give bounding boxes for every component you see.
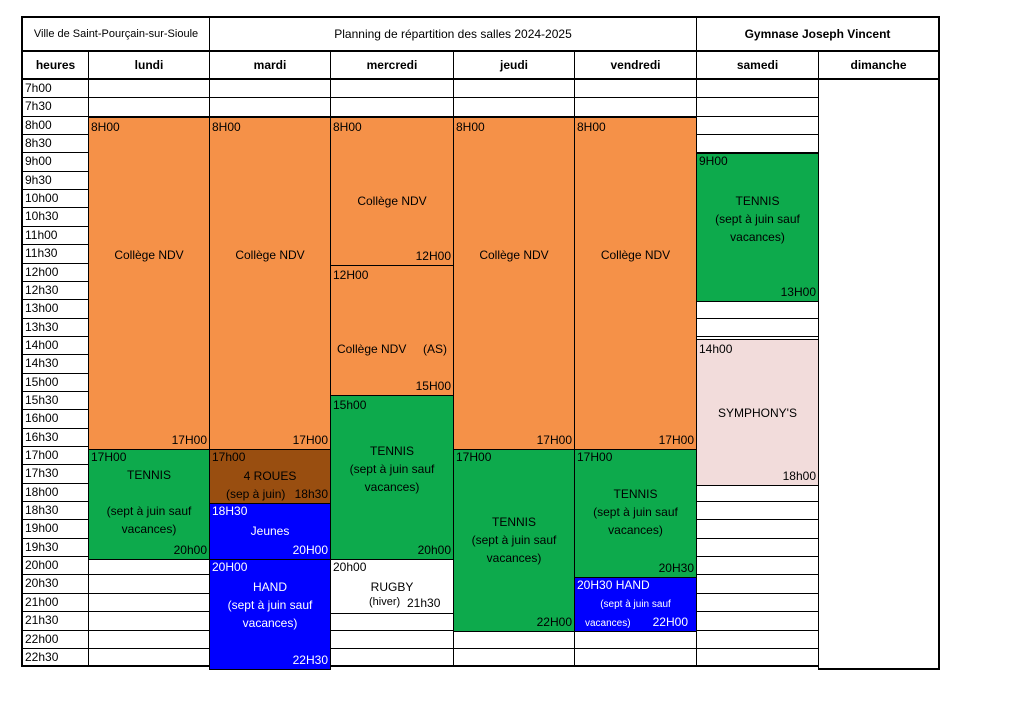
block-start: 14h00: [699, 342, 733, 356]
time-slot-cell[interactable]: [330, 79, 454, 98]
block-jeudi-tennis[interactable]: [453, 449, 575, 632]
town-name: Ville de Saint-Pourçain-sur-Sioule: [21, 16, 210, 52]
block-label: TENNIS: [126, 468, 171, 482]
block-start: 8H00: [456, 120, 485, 134]
time-slot-cell[interactable]: [696, 556, 819, 575]
hour-label: 14h00: [21, 336, 89, 355]
hour-label: 11h00: [21, 226, 89, 245]
block-end: 20h00: [417, 543, 451, 557]
block-start: 12H00: [333, 268, 369, 282]
block-mercredi-rugby[interactable]: [330, 559, 454, 614]
block-label: Collège NDV (AS): [336, 342, 448, 356]
block-start: 17H00: [577, 450, 613, 464]
venue-name: Gymnase Joseph Vincent: [696, 16, 940, 52]
hour-label: 13h30: [21, 318, 89, 337]
hour-label: 15h30: [21, 391, 89, 410]
hour-label: 20h00: [21, 556, 89, 575]
block-mardi-college-ndv[interactable]: [209, 117, 331, 450]
block-mardi-4-roues[interactable]: [209, 449, 331, 504]
time-slot-cell[interactable]: [209, 97, 331, 117]
block-end: 17H00: [292, 433, 328, 447]
time-slot-cell[interactable]: [696, 630, 819, 649]
block-start: 8H00: [333, 120, 362, 134]
hour-label: 10h30: [21, 207, 89, 227]
time-slot-cell[interactable]: [88, 574, 210, 594]
hour-label: 12h30: [21, 281, 89, 300]
block-mardi-hand[interactable]: [209, 559, 331, 670]
column-header-hours: heures: [21, 51, 89, 80]
block-mercredi-college-ndv-as[interactable]: [330, 265, 454, 396]
hour-label: 13h00: [21, 299, 89, 319]
block-start: 15h00: [333, 398, 367, 412]
time-slot-cell[interactable]: [88, 79, 210, 98]
time-slot-cell[interactable]: [88, 648, 210, 667]
time-slot-cell[interactable]: [696, 538, 819, 557]
hour-label: 10h00: [21, 189, 89, 208]
block-detail: vacances): [121, 522, 177, 536]
block-lundi-college-ndv[interactable]: [88, 117, 210, 450]
block-start: 20H00: [212, 560, 248, 574]
block-detail: vacances): [364, 480, 420, 494]
block-samedi-symphonys[interactable]: [696, 339, 819, 486]
time-slot-cell[interactable]: [696, 134, 819, 153]
block-start: 17H00: [91, 450, 127, 464]
time-slot-cell[interactable]: [88, 593, 210, 612]
block-end: 22H30: [292, 653, 328, 667]
column-header-lundi: lundi: [88, 51, 210, 80]
hour-label: 17h30: [21, 464, 89, 484]
block-detail: (sept à juin sauf: [227, 598, 313, 612]
block-end: 17H00: [171, 433, 207, 447]
column-header-samedi: samedi: [696, 51, 819, 80]
block-start: 9H00: [699, 154, 728, 168]
block-detail: vacances): [730, 230, 785, 244]
block-detail: (sept à juin sauf: [106, 504, 192, 518]
hour-label: 22h00: [21, 630, 89, 649]
block-end: 15H00: [415, 379, 451, 393]
time-slot-cell[interactable]: [696, 519, 819, 539]
block-detail: vacances): [486, 551, 542, 565]
block-detail: (sep à juin): [226, 487, 286, 501]
block-start: 18H30: [212, 504, 248, 518]
hour-label: 8h30: [21, 134, 89, 153]
column-header-dimanche: dimanche: [818, 51, 940, 80]
block-start: 20h00: [333, 560, 367, 574]
block-end: 17H00: [658, 433, 694, 447]
block-detail: (sept à juin sauf: [349, 462, 435, 476]
block-start: 8H00: [212, 120, 241, 134]
time-slot-cell[interactable]: [453, 97, 575, 117]
hour-label: 17h00: [21, 446, 89, 465]
time-slot-cell[interactable]: [574, 648, 697, 667]
block-detail: (sept à juin sauf: [471, 533, 557, 547]
block-end: 12H00: [415, 249, 451, 263]
hour-label: 19h00: [21, 519, 89, 539]
block-label: TENNIS: [613, 487, 658, 501]
time-slot-cell[interactable]: [453, 79, 575, 98]
time-slot-cell[interactable]: [696, 648, 819, 667]
hour-label: 16h30: [21, 428, 89, 447]
hour-label: 7h30: [21, 97, 89, 117]
time-slot-cell[interactable]: [574, 79, 697, 98]
column-header-mardi: mardi: [209, 51, 331, 80]
block-label: 4 ROUES: [243, 469, 297, 483]
hour-label: 8h00: [21, 116, 89, 135]
time-slot-cell[interactable]: [330, 97, 454, 117]
block-start: 20H30 HAND: [577, 578, 650, 592]
hour-label: 18h00: [21, 483, 89, 502]
block-start: 17h00: [212, 450, 246, 464]
time-slot-cell[interactable]: [696, 501, 819, 520]
hour-label: 15h00: [21, 373, 89, 392]
hour-label: 9h00: [21, 152, 89, 172]
block-detail: (hiver): [369, 596, 401, 608]
block-label: TENNIS: [369, 444, 414, 458]
block-lundi-tennis[interactable]: [88, 449, 210, 560]
block-start: 17H00: [456, 450, 492, 464]
block-label: SYMPHONY'S: [718, 406, 797, 420]
block-detail: (sept à juin sauf: [593, 505, 678, 519]
time-slot-cell[interactable]: [696, 79, 819, 98]
block-samedi-tennis[interactable]: [696, 153, 819, 302]
block-jeudi-college-ndv[interactable]: [453, 117, 575, 450]
block-end: 20H30: [658, 561, 694, 575]
block-end: 20h00: [173, 543, 207, 557]
column-header-vendredi: vendredi: [574, 51, 697, 80]
time-slot-cell[interactable]: [696, 593, 819, 612]
block-mercredi-college-ndv-morning[interactable]: [330, 117, 454, 266]
block-label: Collège NDV: [114, 248, 184, 262]
block-detail: vacances): [242, 616, 298, 630]
block-start: 8H00: [91, 120, 120, 134]
column-header-jeudi: jeudi: [453, 51, 575, 80]
time-slot-cell[interactable]: [696, 97, 819, 117]
time-slot-cell[interactable]: [453, 648, 575, 667]
block-detail: (sept à juin sauf: [715, 212, 800, 226]
time-slot-cell[interactable]: [574, 97, 697, 117]
page-title: Planning de répartition des salles 2024-2025: [209, 16, 697, 52]
hour-label: 11h30: [21, 244, 89, 264]
block-label: Collège NDV: [479, 248, 549, 262]
block-detail: vacances): [585, 618, 631, 629]
time-slot-cell[interactable]: [696, 116, 819, 135]
hour-label: 22h30: [21, 648, 89, 667]
hour-label: 9h30: [21, 171, 89, 190]
block-end: 21h30: [407, 596, 441, 610]
hour-label: 20h30: [21, 574, 89, 594]
block-end: 22H00: [652, 615, 688, 629]
hour-label: 21h00: [21, 593, 89, 612]
block-label: Collège NDV: [235, 248, 305, 262]
block-end: 17H00: [536, 433, 572, 447]
block-label: TENNIS: [735, 194, 780, 208]
block-end: 13H00: [780, 285, 816, 299]
hour-label: 16h00: [21, 409, 89, 429]
block-end: 18h00: [782, 469, 816, 483]
hour-label: 7h00: [21, 79, 89, 98]
block-vendredi-tennis[interactable]: [574, 449, 697, 578]
block-label: Collège NDV: [600, 248, 671, 262]
time-slot-cell[interactable]: [696, 611, 819, 631]
hour-label: 14h30: [21, 354, 89, 374]
time-slot-cell[interactable]: [696, 299, 819, 319]
time-slot-cell[interactable]: [88, 97, 210, 117]
block-vendredi-college-ndv[interactable]: [574, 117, 697, 450]
time-slot-cell[interactable]: [696, 574, 819, 594]
dimanche-column: [818, 79, 940, 670]
time-slot-cell[interactable]: [88, 630, 210, 649]
block-label: Jeunes: [250, 524, 290, 538]
time-slot-cell[interactable]: [330, 630, 454, 649]
hour-label: 19h30: [21, 538, 89, 557]
time-slot-cell[interactable]: [453, 630, 575, 649]
block-mardi-jeunes[interactable]: [209, 503, 331, 560]
block-label: TENNIS: [491, 515, 536, 529]
hour-label: 21h30: [21, 611, 89, 631]
block-label: HAND: [252, 580, 287, 594]
block-label: Collège NDV: [357, 194, 427, 208]
block-vendredi-hand[interactable]: [574, 577, 697, 632]
block-mercredi-tennis[interactable]: [330, 395, 454, 560]
time-slot-cell[interactable]: [330, 648, 454, 667]
block-end: 20H00: [292, 543, 328, 557]
time-slot-cell[interactable]: [696, 318, 819, 337]
time-slot-cell[interactable]: [88, 611, 210, 631]
block-label: RUGBY: [370, 580, 414, 594]
block-end: 18h30: [294, 487, 328, 501]
block-start: 8H00: [577, 120, 606, 134]
time-slot-cell[interactable]: [209, 79, 331, 98]
column-header-mercredi: mercredi: [330, 51, 454, 80]
hour-label: 12h00: [21, 263, 89, 282]
block-detail: vacances): [608, 523, 663, 537]
time-slot-cell[interactable]: [574, 630, 697, 649]
block-end: 22H00: [536, 615, 572, 629]
block-detail: (sept à juin sauf: [600, 599, 671, 610]
hour-label: 18h30: [21, 501, 89, 520]
time-slot-cell[interactable]: [330, 611, 454, 631]
